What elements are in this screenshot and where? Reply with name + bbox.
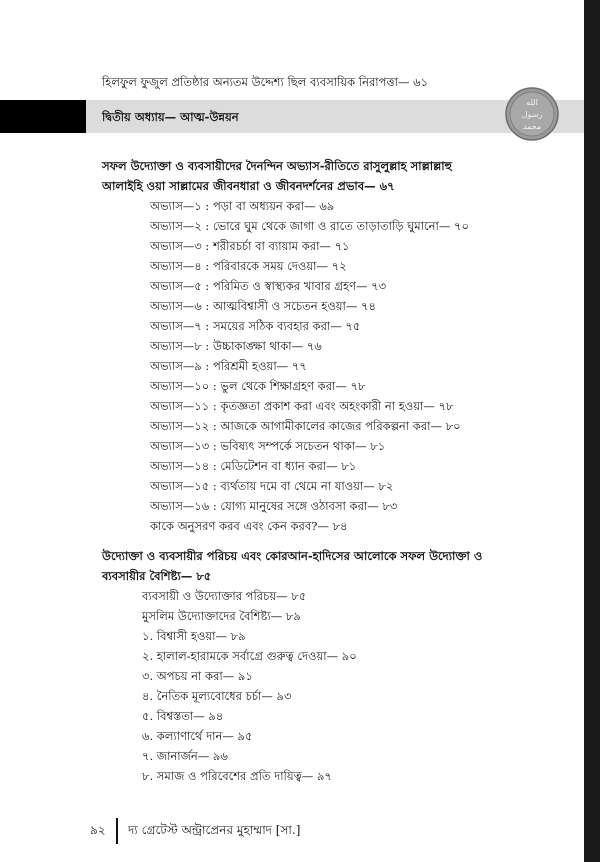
trait-item: ৮. সমাজ ও পরিবেশের প্রতি দায়িত্ব— ৯৭ (142, 769, 332, 783)
habit-item: অভ্যাস—১৬ : যোগ্য মানুষের সঙ্গে ওঠাবসা করা— ৮৩ (150, 499, 398, 513)
habit-item: অভ্যাস—৩ : শরীরচর্চা বা ব্যায়াম করা— ৭১ (150, 239, 350, 253)
habit-item: অভ্যাস—১ : পড়া বা অধ্যয়ন করা— ৬৯ (150, 199, 335, 213)
habit-item: অভ্যাস—১১ : কৃতজ্ঞতা প্রকাশ করা এবং অহংকারী না হওয়া— ৭৮ (150, 399, 454, 413)
habit-item: অভ্যাস—৫ : পরিমিত ও স্বাস্থ্যকর খাবার গ্রহণ— ৭৩ (150, 279, 387, 293)
toc-entry-hilful-fuzul: হিলফুল ফুজুল প্রতিষ্ঠার অন্যতম উদ্দেশ্য ছিল ব্যবসায়িক নিরাপত্তা— ৬১ (102, 75, 429, 89)
trait-item: ৭. জানার্জন— ৯৬ (142, 749, 228, 763)
habit-item: অভ্যাস—১২ : আজকে আগামীকালের কাজের পরিকল্পনা করা— ৮০ (150, 419, 461, 433)
habit-item: অভ্যাস—৯ : পরিশ্রমী হওয়া— ৭৭ (150, 359, 307, 373)
habit-item: অভ্যাস—৪ : পরিবারকে সময় দেওয়া— ৭২ (150, 259, 347, 273)
chapter-marker-block (0, 100, 86, 133)
trait-item: ৫. বিশ্বস্ততা— ৯৪ (142, 709, 224, 723)
habit-item: অভ্যাস—৮ : উচ্চাকাঙ্ক্ষা থাকা— ৭৬ (150, 339, 322, 353)
section2-heading-line2: ব্যবসায়ীর বৈশিষ্ট্য— ৮৫ (102, 569, 212, 583)
section2-item: ব্যবসায়ী ও উদ্যোক্তার পরিচয়— ৮৫ (142, 589, 307, 603)
habit-item: অভ্যাস—২ : ভোরে ঘুম থেকে জাগা ও রাতে তাড়াতাড়ি ঘুমানো— ৭০ (150, 219, 469, 233)
section2-heading-line1: উদ্যোক্তা ও ব্যবসায়ীর পরিচয় এবং কোরআন-হাদিসের আলোকে সফল উদ্যোক্তা ও (102, 549, 483, 563)
seal-word-1: الله (526, 98, 538, 107)
seal-word-3: محمد (522, 122, 542, 131)
chapter-title: দ্বিতীয় অধ্যায়— আত্ম-উন্নয়ন (102, 110, 239, 124)
trait-item: ৬. কল্যাণার্থে দান— ৯৫ (142, 729, 253, 743)
trait-item: ১. বিশ্বাসী হওয়া— ৮৯ (142, 629, 246, 643)
trait-item: ৪. নৈতিক মূল্যবোধের চর্চা— ৯৩ (142, 689, 292, 703)
chapter-header-bar (0, 100, 584, 133)
follow-whom-item: কাকে অনুসরণ করব এবং কেন করব?— ৮৪ (150, 519, 348, 533)
page-number: ৯২ (90, 823, 106, 837)
habit-item: অভ্যাস—১৪ : মেডিটেশন বা ধ্যান করা— ৮১ (150, 459, 357, 473)
section1-heading-line2: আলাইহি ওয়া সাল্লামের জীবনধারা ও জীবনদর্শনের প্রভাব— ৬৭ (102, 179, 395, 193)
footer-divider (116, 818, 118, 844)
prophet-seal-icon (504, 86, 560, 142)
trait-item: ২. হালাল-হারামকে সর্বাগ্রে গুরুত্ব দেওয়া— ৯০ (142, 649, 357, 663)
trait-item: ৩. অপচয় না করা— ৯১ (142, 669, 253, 683)
habit-item: অভ্যাস—১৫ : ব্যর্থতায় দমে বা থেমে না যাওয়া— ৮২ (150, 479, 394, 493)
habit-item: অভ্যাস—৬ : আত্মবিশ্বাসী ও সচেতন হওয়া— ৭৪ (150, 299, 376, 313)
running-book-title: দ্য গ্রেটেস্ট অন্ট্রাপ্রেনর মুহাম্মাদ [সা.] (128, 823, 301, 837)
habit-item: অভ্যাস—১৩ : ভবিষ্যৎ সম্পর্কে সচেতন থাকা— ৮১ (150, 439, 386, 453)
habit-item: অভ্যাস—১০ : ভুল থেকে শিক্ষাগ্রহণ করা— ৭৮ (150, 379, 366, 393)
section1-heading-line1: সফল উদ্যোক্তা ও ব্যবসায়ীদের দৈনন্দিন অভ্যাস-রীতিতে রাসুলুল্লাহ সাল্লাল্লাহু (102, 159, 452, 173)
section2-item: মুসলিম উদ্যোক্তাদের বৈশিষ্ট্য— ৮৯ (142, 609, 301, 623)
habit-item: অভ্যাস—৭ : সময়ের সঠিক ব্যবহার করা— ৭৫ (150, 319, 361, 333)
seal-word-2: رسول (521, 110, 543, 119)
